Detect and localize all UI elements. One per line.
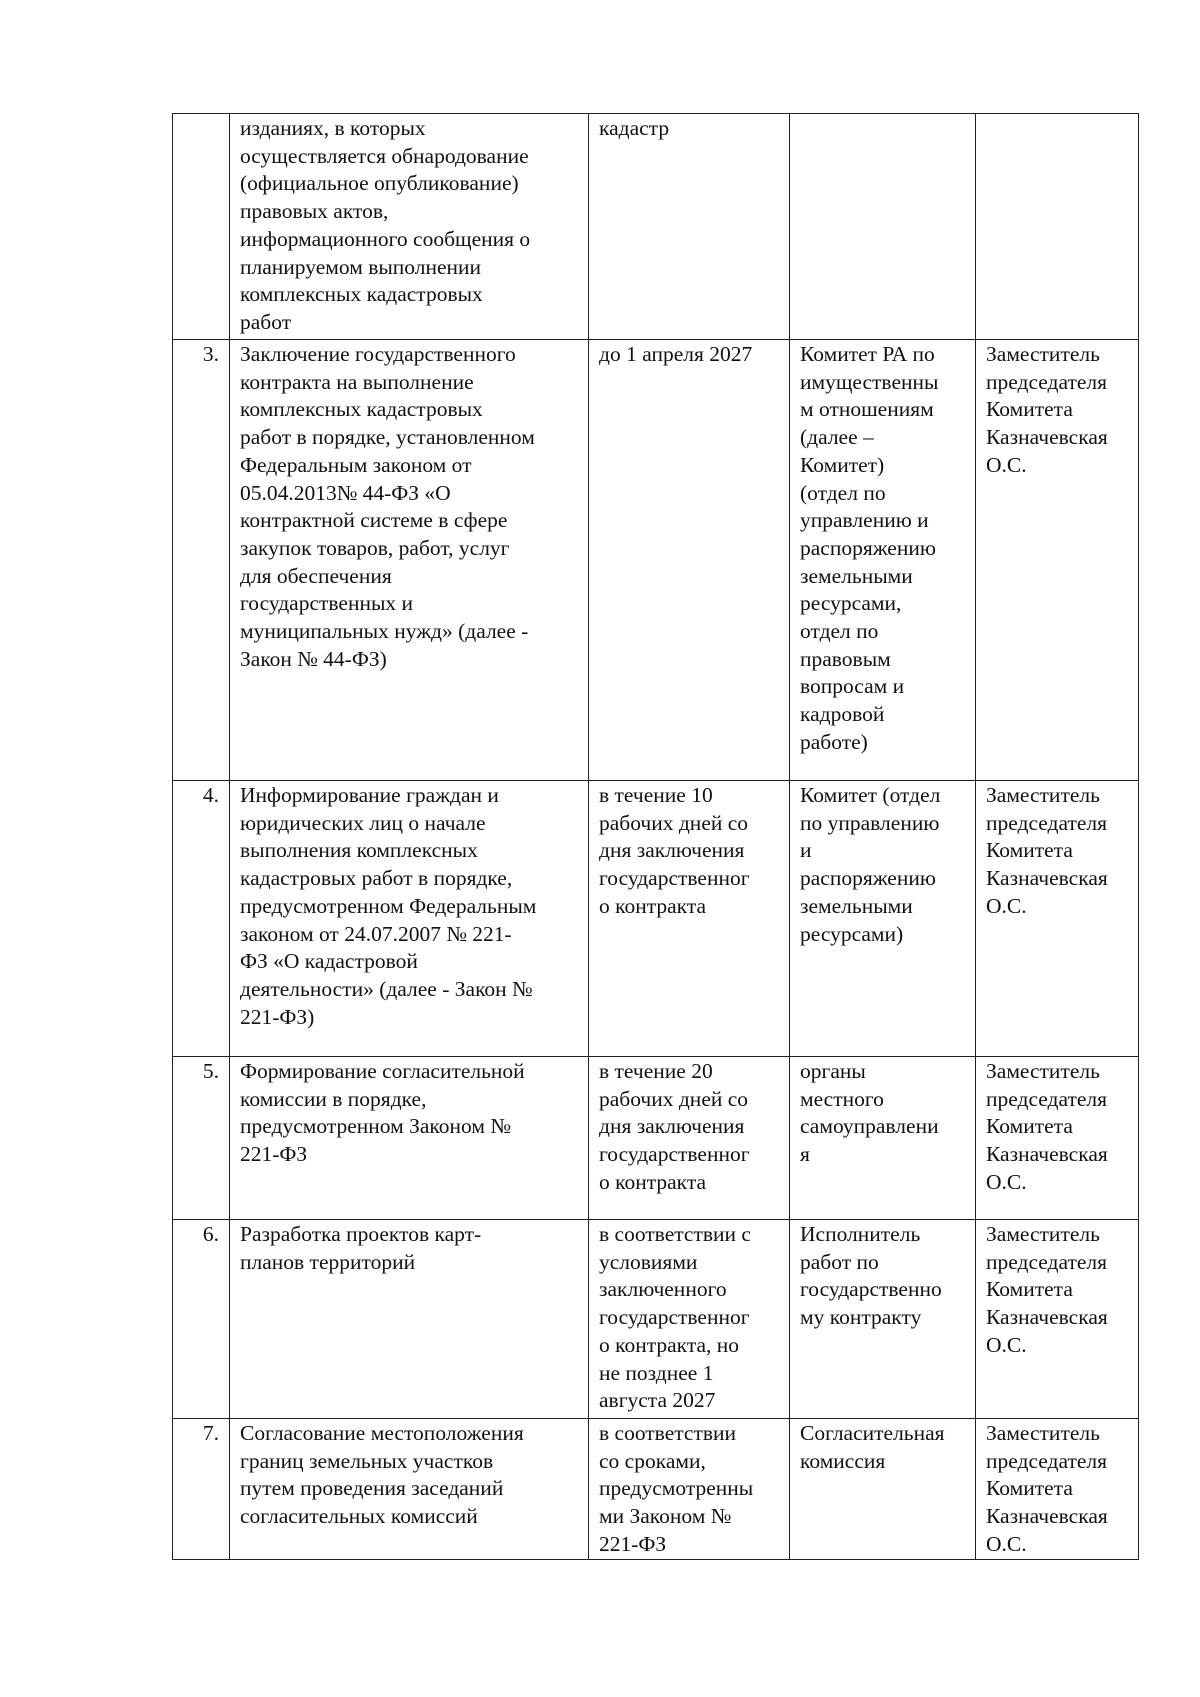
responsible-cell: Заместитель председателя Комитета Казначевская О.С. bbox=[976, 340, 1139, 781]
responsible-cell: Заместитель председателя Комитета Казначевская О.С. bbox=[976, 1220, 1139, 1419]
row-number: 4. bbox=[173, 781, 230, 1057]
responsible-cell: Заместитель председателя Комитета Казначевская О.С. bbox=[976, 1419, 1139, 1560]
action-cell: Информирование граждан и юридических лиц о начале выполнения комплексных кадастровых работ в порядке, предусмотренном Федеральным законом от 24.07.2007 № 221- ФЗ «О кадастровой деятельности» (далее - Закон № 221-ФЗ) bbox=[230, 781, 589, 1057]
responsible-cell bbox=[976, 114, 1139, 340]
executor-cell bbox=[790, 114, 976, 340]
responsible-cell: Заместитель председателя Комитета Казначевская О.С. bbox=[976, 781, 1139, 1057]
activity-plan-table bbox=[172, 113, 1139, 1560]
row-number: 5. bbox=[173, 1057, 230, 1220]
row-number: 3. bbox=[173, 340, 230, 781]
deadline-cell: в течение 10 рабочих дней со дня заключения государственног о контракта bbox=[589, 781, 790, 1057]
table-row bbox=[173, 340, 1139, 781]
deadline-cell: в соответствии со сроками, предусмотренны ми Законом № 221-ФЗ bbox=[589, 1419, 790, 1560]
executor-cell: Исполнитель работ по государственно му контракту bbox=[790, 1220, 976, 1419]
deadline-cell: кадастр bbox=[589, 114, 790, 340]
responsible-cell: Заместитель председателя Комитета Казначевская О.С. bbox=[976, 1057, 1139, 1220]
executor-cell: Комитет РА по имущественны м отношениям (далее – Комитет) (отдел по управлению и распоряжению земельными ресурсами, отдел по правовым вопросам и кадровой работе) bbox=[790, 340, 976, 781]
deadline-cell: в течение 20 рабочих дней со дня заключения государственног о контракта bbox=[589, 1057, 790, 1220]
table-row bbox=[173, 114, 1139, 340]
action-cell: Разработка проектов карт- планов территорий bbox=[230, 1220, 589, 1419]
executor-cell: Комитет (отдел по управлению и распоряжению земельными ресурсами) bbox=[790, 781, 976, 1057]
action-cell: Формирование согласительной комиссии в порядке, предусмотренном Законом № 221-ФЗ bbox=[230, 1057, 589, 1220]
table-row bbox=[173, 781, 1139, 1057]
executor-cell: Согласительная комиссия bbox=[790, 1419, 976, 1560]
table-row bbox=[173, 1419, 1139, 1560]
row-number: 6. bbox=[173, 1220, 230, 1419]
deadline-cell: до 1 апреля 2027 bbox=[589, 340, 790, 781]
action-cell: изданиях, в которых осуществляется обнародование (официальное опубликование) правовых актов, информационного сообщения о планируемом выполнении комплексных кадастровых работ bbox=[230, 114, 589, 340]
row-number: 7. bbox=[173, 1419, 230, 1560]
row-number bbox=[173, 114, 230, 340]
action-cell: Заключение государственного контракта на выполнение комплексных кадастровых работ в порядке, установленном Федеральным законом от 05.04.2013№ 44-ФЗ «О контрактной системе в сфере закупок товаров, работ, услуг для обеспечения государственных и муниципальных нужд» (далее - Закон № 44-ФЗ) bbox=[230, 340, 589, 781]
table-row bbox=[173, 1057, 1139, 1220]
table-row bbox=[173, 1220, 1139, 1419]
executor-cell: органы местного самоуправлени я bbox=[790, 1057, 976, 1220]
deadline-cell: в соответствии с условиями заключенного государственног о контракта, но не позднее 1 августа 2027 bbox=[589, 1220, 790, 1419]
action-cell: Согласование местоположения границ земельных участков путем проведения заседаний согласительных комиссий bbox=[230, 1419, 589, 1560]
